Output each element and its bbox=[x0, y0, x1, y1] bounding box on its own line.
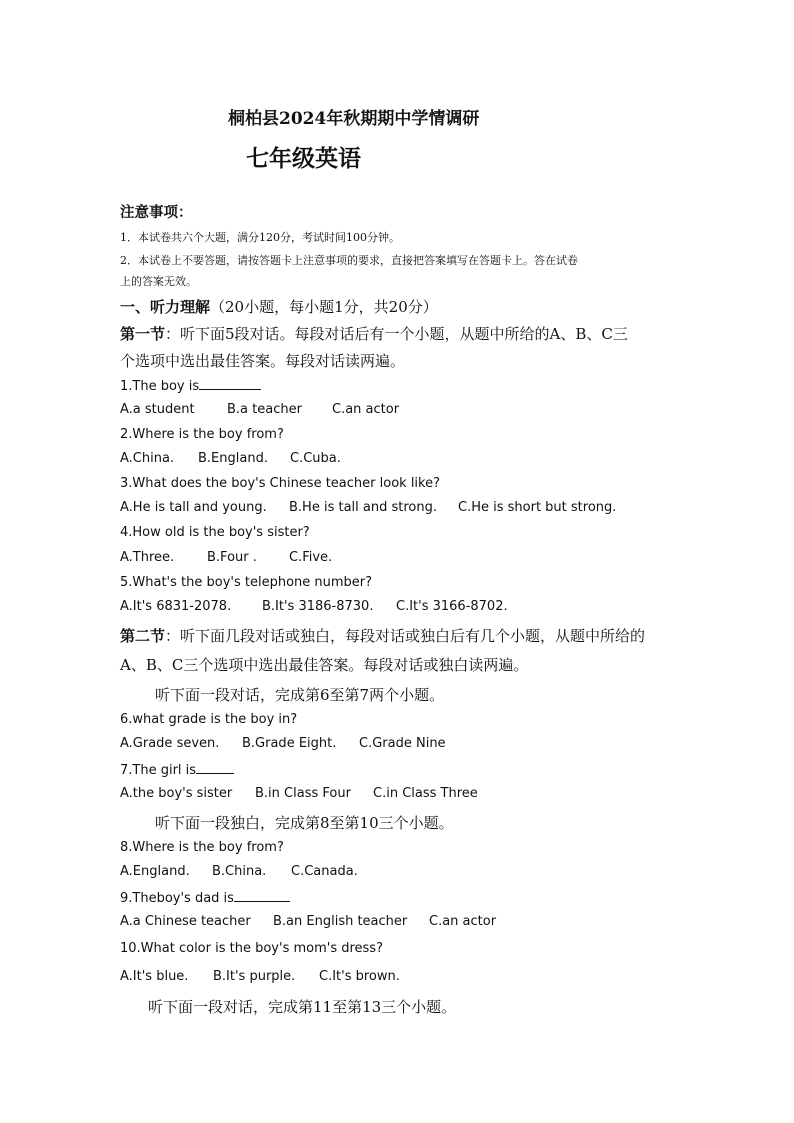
question-8-option-b: B.China. bbox=[212, 864, 267, 879]
question-2-option-b: B.England. bbox=[198, 451, 268, 466]
question-4-option-b: B.Four . bbox=[207, 550, 257, 565]
question-1: 1.The boy is bbox=[120, 377, 261, 394]
question-4-option-c: C.Five. bbox=[289, 550, 333, 565]
question-9-option-a: A.a Chinese teacher bbox=[120, 914, 251, 929]
answer-blank bbox=[234, 889, 290, 902]
question-5-option-a: A.It's 6831-2078. bbox=[120, 599, 232, 614]
part1-note: （20小题，每小题1分，共20分） bbox=[210, 298, 438, 316]
question-8: 8.Where is the boy from? bbox=[120, 840, 284, 855]
question-6-option-b: B.Grade Eight. bbox=[242, 736, 337, 751]
question-9-option-c: C.an actor bbox=[429, 914, 497, 929]
question-7-option-a: A.the boy's sister bbox=[120, 786, 233, 801]
question-8-option-c: C.Canada. bbox=[291, 864, 358, 879]
answer-blank bbox=[199, 377, 261, 390]
section2-line-2: A、B、C三个选项中选出最佳答案。每段对话或独白读两遍。 bbox=[120, 656, 529, 674]
notice-item-1: 1．本试卷共六个大题，满分120分，考试时间100分钟。 bbox=[120, 231, 400, 244]
section1-line-2: 个选项中选出最佳答案。每段对话读两遍。 bbox=[120, 352, 406, 370]
question-9-option-b: B.an English teacher bbox=[273, 914, 408, 929]
question-3: 3.What does the boy's Chinese teacher look like? bbox=[120, 476, 441, 491]
question-2-option-c: C.Cuba. bbox=[290, 451, 341, 466]
section2-label: 第二节 bbox=[120, 627, 166, 645]
section2-line-1: 第二节：听下面几段对话或独白，每段对话或独白后有几个小题，从题中所给的 bbox=[120, 627, 646, 645]
part1-heading bbox=[120, 296, 438, 317]
instruction-q11-13: 听下面一段对话，完成第11至第13三个小题。 bbox=[148, 998, 457, 1016]
question-3-option-b: B.He is tall and strong. bbox=[289, 500, 437, 515]
answer-blank bbox=[196, 761, 234, 774]
instruction-q8-10: 听下面一段独白，完成第8至第10三个小题。 bbox=[155, 814, 454, 832]
question-1-option-c: C.an actor bbox=[332, 402, 400, 417]
question-8-option-a: A.England. bbox=[120, 864, 190, 879]
question-10: 10.What color is the boy's mom's dress? bbox=[120, 941, 383, 956]
section1-line-1: 第一节：听下面5段对话。每段对话后有一个小题，从题中所给的A、B、C三 bbox=[120, 325, 628, 343]
notice-item-2-line-2: 上的答案无效。 bbox=[120, 275, 197, 288]
section1-label: 第一节 bbox=[120, 325, 166, 343]
question-4: 4.How old is the boy's sister? bbox=[120, 525, 310, 540]
question-2: 2.Where is the boy from? bbox=[120, 427, 284, 442]
question-7-option-b: B.in Class Four bbox=[255, 786, 351, 801]
question-7: 7.The girl is bbox=[120, 761, 234, 778]
instruction-q6-7: 听下面一段对话，完成第6至第7两个小题。 bbox=[155, 686, 445, 704]
question-9: 9.Theboy's dad is bbox=[120, 889, 290, 906]
notice-heading: 注意事项： bbox=[120, 204, 193, 221]
question-5: 5.What's the boy's telephone number? bbox=[120, 575, 373, 590]
question-6: 6.what grade is the boy in? bbox=[120, 712, 298, 727]
question-4-option-a: A.Three. bbox=[120, 550, 175, 565]
question-10-option-c: C.It's brown. bbox=[319, 969, 400, 984]
question-1-option-b: B.a teacher bbox=[227, 402, 302, 417]
notice-item-2-line-1: 2．本试卷上不要答题，请按答题卡上注意事项的要求，直接把答案填写在答题卡上。答在试卷 bbox=[120, 254, 578, 267]
question-1-option-a: A.a student bbox=[120, 402, 195, 417]
question-10-option-a: A.It's blue. bbox=[120, 969, 189, 984]
question-7-option-c: C.in Class Three bbox=[373, 786, 478, 801]
question-5-option-b: B.It's 3186-8730. bbox=[262, 599, 374, 614]
question-3-option-a: A.He is tall and young. bbox=[120, 500, 267, 515]
exam-subtitle: 七年级英语 bbox=[246, 145, 361, 172]
question-6-option-a: A.Grade seven. bbox=[120, 736, 220, 751]
question-6-option-c: C.Grade Nine bbox=[359, 736, 446, 751]
question-3-option-c: C.He is short but strong. bbox=[458, 500, 617, 515]
question-5-option-c: C.It's 3166-8702. bbox=[396, 599, 508, 614]
question-10-option-b: B.It's purple. bbox=[213, 969, 296, 984]
question-2-option-a: A.China. bbox=[120, 451, 175, 466]
part1-label: 一、听力理解 bbox=[120, 298, 211, 316]
exam-title: 桐柏县2024年秋期期中学情调研 bbox=[228, 109, 480, 129]
